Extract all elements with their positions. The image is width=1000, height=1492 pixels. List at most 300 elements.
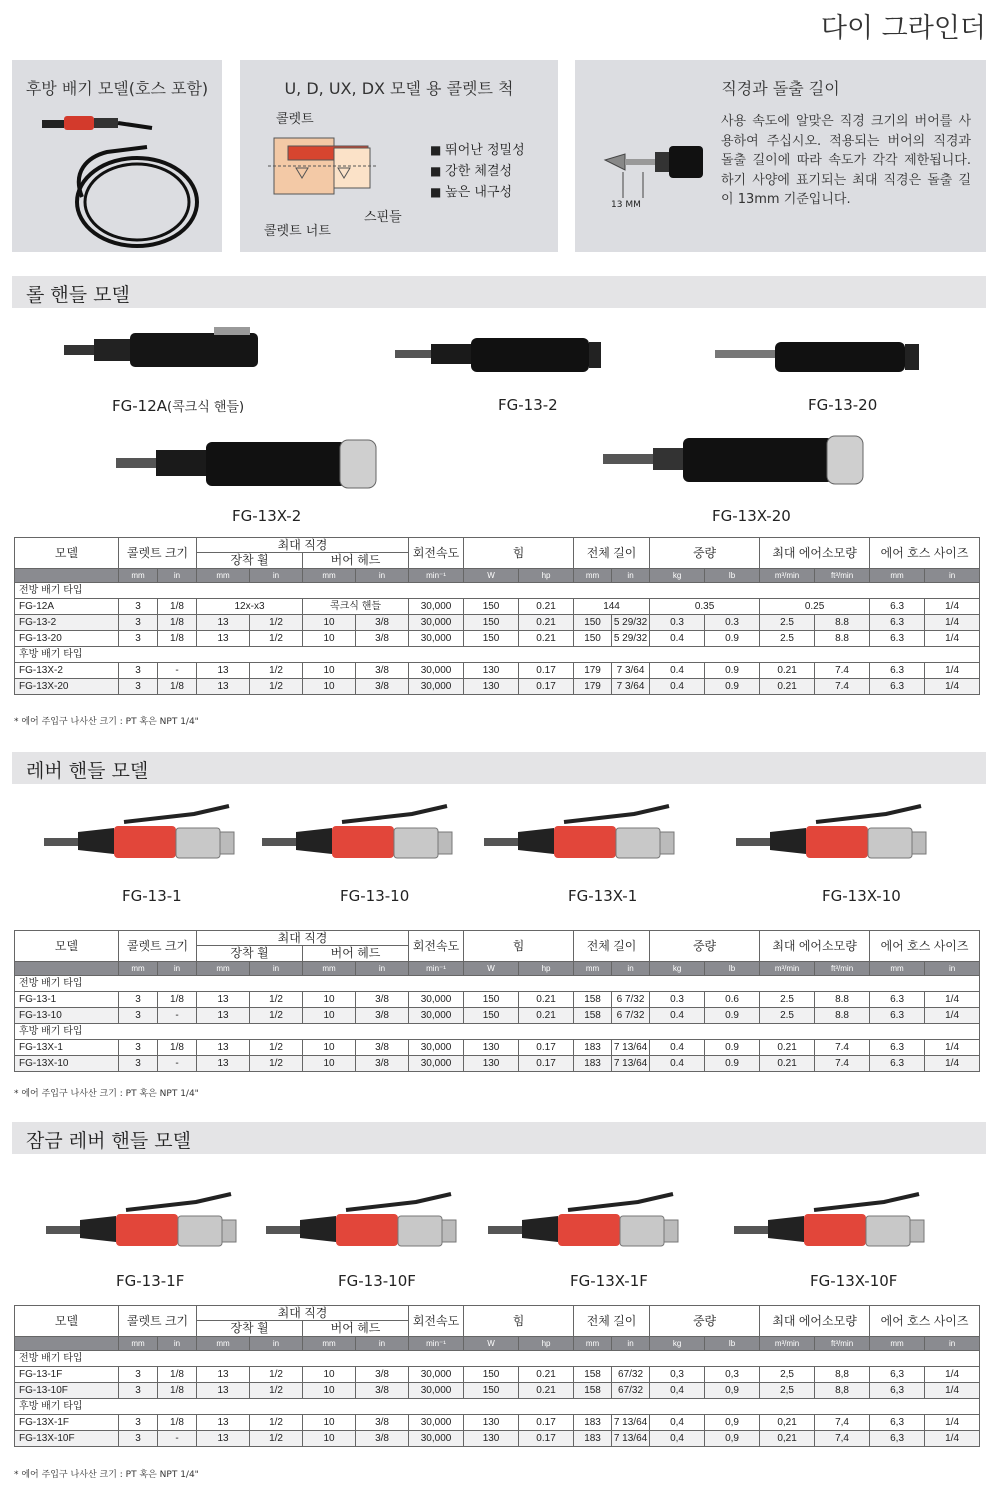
unit-cell (15, 962, 119, 976)
unit-cell: hp (519, 569, 574, 583)
table-row (15, 1415, 980, 1431)
table-cell: 30,000 (409, 615, 464, 631)
table-cell: 3/8 (356, 1415, 409, 1431)
table-cell: 10 (303, 1415, 356, 1431)
table-cell: 6.3 (870, 992, 925, 1008)
group-label: 후방 배기 타입 (15, 1024, 980, 1040)
table-cell: 1/2 (250, 679, 303, 695)
table-cell: 1/2 (250, 663, 303, 679)
table-row (15, 615, 980, 631)
table-cell: 1/4 (925, 1040, 980, 1056)
unit-cell: m³/min (760, 962, 815, 976)
table-cell: 0.4 (650, 631, 705, 647)
table-cell: 8.8 (815, 631, 870, 647)
table-cell: 0,4 (650, 1415, 705, 1431)
table-cell: 2.5 (760, 631, 815, 647)
lever-grinder-image (734, 1190, 944, 1260)
table-cell: 0.21 (760, 663, 815, 679)
table-cell: 158 (574, 992, 612, 1008)
header-speed: 회전속도 (409, 1306, 464, 1337)
table-cell: 2.5 (760, 615, 815, 631)
unit-cell (15, 1337, 119, 1351)
table-cell: 1/2 (250, 1415, 303, 1431)
page-title: 다이 그라인더 (820, 13, 986, 44)
group-label: 전방 배기 타입 (15, 1351, 980, 1367)
table-cell: 7 13/64 (612, 1040, 650, 1056)
table-cell: 1/8 (158, 1415, 197, 1431)
section-header-roll (12, 276, 986, 308)
table-cell: 150 (464, 1008, 519, 1024)
group-label: 전방 배기 타입 (15, 976, 980, 992)
table-cell: 6.3 (870, 631, 925, 647)
spec-table-lever (14, 930, 980, 1072)
table-row (15, 1383, 980, 1399)
table-cell: 0.3 (705, 615, 760, 631)
table-cell: 0.17 (519, 1056, 574, 1072)
header-power: 힘 (464, 1306, 574, 1337)
header-speed: 회전속도 (409, 931, 464, 962)
group-row (15, 976, 980, 992)
table-cell: 150 (464, 1383, 519, 1399)
table-cell: 1/4 (925, 1008, 980, 1024)
table-cell: 0.21 (519, 631, 574, 647)
product-label: FG-13X-2 (232, 507, 302, 525)
table-cell: 1/8 (158, 679, 197, 695)
table-cell: 10 (303, 1008, 356, 1024)
table-cell: 1/4 (925, 1415, 980, 1431)
table-cell: 1/2 (250, 1431, 303, 1447)
table-cell: 6,3 (870, 1415, 925, 1431)
table-cell: 13 (197, 631, 250, 647)
table-cell: 13 (197, 1383, 250, 1399)
unit-cell: in (356, 962, 409, 976)
unit-cell: mm (119, 962, 158, 976)
unit-cell: mm (197, 962, 250, 976)
table-cell: 3/8 (356, 679, 409, 695)
header-weight: 중량 (650, 538, 760, 569)
table-cell: 1/4 (925, 1431, 980, 1447)
header-max-dia: 최대 직경 (197, 1306, 409, 1321)
table-cell: 7 3/64 (612, 679, 650, 695)
table-cell: 8.8 (815, 615, 870, 631)
table-cell: 0.17 (519, 1431, 574, 1447)
table-cell: 0.4 (650, 679, 705, 695)
header-collet: 콜렛트 크기 (119, 931, 197, 962)
product-label: FG-13X-1F (570, 1272, 648, 1290)
table-cell: 6 7/32 (612, 1008, 650, 1024)
table-cell: 1/2 (250, 1008, 303, 1024)
table-cell: 30,000 (409, 1415, 464, 1431)
table-cell: 10 (303, 631, 356, 647)
table-cell: 1/4 (925, 992, 980, 1008)
table-cell: 0,21 (760, 1415, 815, 1431)
product-label: FG-13X-10F (810, 1272, 898, 1290)
table-cell: 0.21 (519, 1383, 574, 1399)
table-cell: 3 (119, 631, 158, 647)
feature-item: ■ 뛰어난 정밀성 (430, 140, 525, 161)
fg-13x-20-image (603, 430, 868, 490)
table-cell: 1/8 (158, 1367, 197, 1383)
table-cell: 1/8 (158, 615, 197, 631)
product-label: FG-13-10 (340, 887, 410, 905)
unit-cell: W (464, 1337, 519, 1351)
table-cell: 30,000 (409, 1008, 464, 1024)
group-row (15, 647, 980, 663)
table-cell: 1/8 (158, 1383, 197, 1399)
table-cell: 7,4 (815, 1431, 870, 1447)
table-cell: 30,000 (409, 679, 464, 695)
table-cell: 1/4 (925, 663, 980, 679)
table-cell: 3 (119, 679, 158, 695)
table-cell: - (158, 1056, 197, 1072)
table-cell: 7 3/64 (612, 663, 650, 679)
table-cell: 0.21 (519, 599, 574, 615)
table-cell: 0.9 (705, 1040, 760, 1056)
header-model: 모델 (15, 1306, 119, 1337)
product-label: FG-13X-1 (568, 887, 638, 905)
table-cell: 0.6 (705, 992, 760, 1008)
table-cell: 0.9 (705, 679, 760, 695)
unit-cell: min⁻¹ (409, 962, 464, 976)
table-cell: 0.21 (760, 1056, 815, 1072)
table-cell: 130 (464, 663, 519, 679)
header-burr: 버어 헤드 (303, 553, 409, 569)
table-cell: 6.3 (870, 1056, 925, 1072)
table-cell: 158 (574, 1367, 612, 1383)
lever-grinder-image (46, 1190, 246, 1260)
model-cell: FG-13X-10F (15, 1431, 119, 1447)
unit-cell: in (158, 569, 197, 583)
table-cell: 6 7/32 (612, 992, 650, 1008)
table-cell: 0.21 (519, 992, 574, 1008)
unit-cell: in (925, 569, 980, 583)
table-cell: 3 (119, 1040, 158, 1056)
table-cell: 1/8 (158, 599, 197, 615)
header-power: 힘 (464, 931, 574, 962)
header-row (15, 538, 980, 553)
header-weight: 중량 (650, 931, 760, 962)
footnote: * 에어 주입구 나사산 크기 : PT 혹은 NPT 1/4" (14, 1089, 199, 1099)
table-cell: 3 (119, 1367, 158, 1383)
product-label: FG-13-1F (116, 1272, 185, 1290)
rear-exhaust-title: 후방 배기 모델(호스 포함) (25, 79, 209, 98)
unit-cell: lb (705, 1337, 760, 1351)
diameter-box (575, 60, 986, 252)
table-cell: 13 (197, 679, 250, 695)
table-cell: 7.4 (815, 1040, 870, 1056)
table-cell: 0,4 (650, 1383, 705, 1399)
table-cell: 0.21 (519, 1367, 574, 1383)
table-cell: 0.9 (705, 631, 760, 647)
diameter-title: 직경과 돌출 길이 (721, 79, 840, 98)
unit-cell: mm (303, 962, 356, 976)
table-row (15, 1431, 980, 1447)
table-cell: 179 (574, 679, 612, 695)
header-shank: 장착 휠 (197, 1321, 303, 1337)
unit-cell: in (158, 1337, 197, 1351)
table-cell: 30,000 (409, 992, 464, 1008)
table-cell: 1/2 (250, 615, 303, 631)
table-cell: 30,000 (409, 1040, 464, 1056)
unit-cell: kg (650, 569, 705, 583)
model-cell: FG-13-10 (15, 1008, 119, 1024)
table-cell: 7 13/64 (612, 1056, 650, 1072)
table-cell: 1/4 (925, 1367, 980, 1383)
model-cell: FG-13X-20 (15, 679, 119, 695)
table-cell: 0,9 (705, 1431, 760, 1447)
fg-12a-image (64, 325, 264, 375)
unit-cell: ft³/min (815, 569, 870, 583)
table-cell: 12x-x3 (197, 599, 303, 615)
model-cell: FG-13-1F (15, 1367, 119, 1383)
section-title: 레버 핸들 모델 (26, 760, 149, 782)
model-cell: FG-13X-10 (15, 1056, 119, 1072)
unit-cell: mm (197, 1337, 250, 1351)
unit-cell: in (612, 962, 650, 976)
header-max-dia: 최대 직경 (197, 931, 409, 946)
table-cell: 0.4 (650, 1008, 705, 1024)
table-cell: 0.3 (650, 992, 705, 1008)
table-cell: 150 (464, 992, 519, 1008)
unit-cell: ft³/min (815, 962, 870, 976)
table-cell: 150 (464, 631, 519, 647)
header-burr: 버어 헤드 (303, 1321, 409, 1337)
table-cell: 0.21 (760, 1040, 815, 1056)
table-cell: 6,3 (870, 1383, 925, 1399)
header-length: 전체 길이 (574, 538, 650, 569)
table-cell: 13 (197, 1431, 250, 1447)
table-cell: 콕크식 핸들 (303, 599, 409, 615)
section-title: 롤 핸들 모델 (26, 284, 130, 306)
table-row (15, 1040, 980, 1056)
unit-cell: hp (519, 1337, 574, 1351)
header-collet: 콜렛트 크기 (119, 1306, 197, 1337)
table-row (15, 599, 980, 615)
table-row (15, 663, 980, 679)
unit-cell: min⁻¹ (409, 1337, 464, 1351)
model-cell: FG-13-10F (15, 1383, 119, 1399)
footnote: * 에어 주입구 나사산 크기 : PT 혹은 NPT 1/4" (14, 1470, 199, 1480)
table-cell: 10 (303, 1383, 356, 1399)
unit-cell: W (464, 962, 519, 976)
table-cell: 150 (574, 615, 612, 631)
model-cell: FG-13-2 (15, 615, 119, 631)
header-length: 전체 길이 (574, 931, 650, 962)
header-air: 최대 에어소모량 (760, 538, 870, 569)
header-weight: 중량 (650, 1306, 760, 1337)
spindle-label: 스핀들 (364, 210, 402, 225)
table-cell: 0.17 (519, 1040, 574, 1056)
table-cell: 0,21 (760, 1431, 815, 1447)
fg-13-2-image (395, 330, 605, 380)
table-cell: 3 (119, 1383, 158, 1399)
table-cell: 130 (464, 1040, 519, 1056)
header-power: 힘 (464, 538, 574, 569)
lever-grinder-image (262, 802, 462, 872)
table-cell: 150 (464, 599, 519, 615)
collet-title: U, D, UX, DX 모델 용 콜렛트 척 (284, 79, 514, 98)
header-model: 모델 (15, 538, 119, 569)
table-cell: 13 (197, 1367, 250, 1383)
model-cell: FG-13-1 (15, 992, 119, 1008)
table-cell: 0.25 (760, 599, 870, 615)
table-cell: 130 (464, 1415, 519, 1431)
table-cell: 1/4 (925, 1056, 980, 1072)
table-cell: 0.21 (519, 615, 574, 631)
table-cell: 13 (197, 1056, 250, 1072)
unit-cell: in (925, 1337, 980, 1351)
unit-cell: mm (574, 569, 612, 583)
table-cell: - (158, 1431, 197, 1447)
table-cell: 150 (464, 615, 519, 631)
table-cell: 30,000 (409, 1383, 464, 1399)
table-cell: 5 29/32 (612, 631, 650, 647)
table-cell: 0.4 (650, 663, 705, 679)
collet-label: 콜렛트 (276, 112, 314, 127)
table-cell: 3 (119, 663, 158, 679)
table-cell: 7 13/64 (612, 1415, 650, 1431)
footnote: * 에어 주입구 나사산 크기 : PT 혹은 NPT 1/4" (14, 717, 199, 727)
table-cell: 3/8 (356, 1056, 409, 1072)
table-cell: 6.3 (870, 1008, 925, 1024)
table-cell: 10 (303, 992, 356, 1008)
table-cell: 3/8 (356, 1431, 409, 1447)
header-burr: 버어 헤드 (303, 946, 409, 962)
group-row (15, 1351, 980, 1367)
table-cell: 0,9 (705, 1415, 760, 1431)
unit-cell: ft³/min (815, 1337, 870, 1351)
collet-diagram (268, 128, 378, 208)
table-cell: 0,9 (705, 1383, 760, 1399)
table-cell: 13 (197, 992, 250, 1008)
header-air: 최대 에어소모량 (760, 1306, 870, 1337)
table-row (15, 1008, 980, 1024)
group-row (15, 1399, 980, 1415)
header-shank: 장착 휠 (197, 946, 303, 962)
table-cell: 0,3 (650, 1367, 705, 1383)
table-cell: 7.4 (815, 1056, 870, 1072)
table-cell: 3 (119, 992, 158, 1008)
header-row (15, 931, 980, 946)
table-cell: 6,3 (870, 1431, 925, 1447)
table-cell: 1/4 (925, 631, 980, 647)
table-cell: 3/8 (356, 1367, 409, 1383)
units-row (15, 1337, 980, 1351)
table-cell: 3/8 (356, 631, 409, 647)
unit-cell: mm (870, 962, 925, 976)
diameter-text: 사용 속도에 알맞은 직경 크기의 버어를 사용하여 주십시오. 적용되는 버어의 직경과 돌출 길이에 따라 속도가 각각 제한됩니다. 하기 사양에 표기되는 최대 직경은 돌출 길이 13mm 기준입니다. (721, 114, 971, 207)
table-cell: 183 (574, 1040, 612, 1056)
unit-cell: in (250, 962, 303, 976)
unit-cell: mm (574, 962, 612, 976)
table-cell: 6.3 (870, 615, 925, 631)
table-cell: 3 (119, 1008, 158, 1024)
lever-grinder-image (266, 1190, 466, 1260)
header-length: 전체 길이 (574, 1306, 650, 1337)
table-cell: 2.5 (760, 992, 815, 1008)
table-cell: 1/2 (250, 1056, 303, 1072)
lever-grinder-image (44, 802, 244, 872)
table-cell: 130 (464, 1431, 519, 1447)
collet-box (240, 60, 558, 252)
table-cell: 5 29/32 (612, 615, 650, 631)
header-hose: 에어 호스 사이즈 (870, 931, 980, 962)
table-cell: 183 (574, 1056, 612, 1072)
table-cell: 150 (464, 1367, 519, 1383)
table-cell: 158 (574, 1383, 612, 1399)
unit-cell: mm (870, 1337, 925, 1351)
table-cell: 2,5 (760, 1367, 815, 1383)
model-cell: FG-13X-2 (15, 663, 119, 679)
fg-13-20-image (715, 332, 925, 382)
table-cell: 6,3 (870, 1367, 925, 1383)
group-row (15, 583, 980, 599)
unit-cell: kg (650, 1337, 705, 1351)
table-cell: 0.9 (705, 1056, 760, 1072)
table-cell: 10 (303, 1056, 356, 1072)
table-cell: - (158, 663, 197, 679)
table-cell: 10 (303, 679, 356, 695)
model-cell: FG-13X-1F (15, 1415, 119, 1431)
table-cell: 10 (303, 615, 356, 631)
table-cell: 13 (197, 1040, 250, 1056)
header-speed: 회전속도 (409, 538, 464, 569)
unit-cell: in (356, 1337, 409, 1351)
table-cell: 1/2 (250, 992, 303, 1008)
table-cell: 158 (574, 1008, 612, 1024)
table-cell: 13 (197, 615, 250, 631)
table-cell: 10 (303, 1040, 356, 1056)
table-cell: 7.4 (815, 679, 870, 695)
table-cell: 1/4 (925, 679, 980, 695)
header-air: 최대 에어소모량 (760, 931, 870, 962)
table-cell: 10 (303, 663, 356, 679)
table-cell: 7 13/64 (612, 1431, 650, 1447)
header-max-dia: 최대 직경 (197, 538, 409, 553)
table-cell: 1/4 (925, 615, 980, 631)
table-cell: 6.3 (870, 599, 925, 615)
table-cell: 1/2 (250, 1367, 303, 1383)
section-header-lever (12, 752, 986, 784)
table-row (15, 679, 980, 695)
hose-grinder-image (12, 102, 222, 252)
unit-cell: mm (303, 569, 356, 583)
product-label: FG-13-1 (122, 887, 182, 905)
lever-grinder-image (736, 802, 946, 872)
unit-cell: lb (705, 962, 760, 976)
unit-cell: m³/min (760, 1337, 815, 1351)
table-cell: 1/4 (925, 1383, 980, 1399)
table-cell: 10 (303, 1367, 356, 1383)
table-cell: 30,000 (409, 1367, 464, 1383)
table-cell: 1/2 (250, 1040, 303, 1056)
unit-cell: mm (870, 569, 925, 583)
spec-table-lock-lever (14, 1305, 980, 1447)
table-cell: 3/8 (356, 663, 409, 679)
collet-nut-label: 콜렛트 너트 (264, 224, 331, 239)
table-cell: 1/8 (158, 631, 197, 647)
table-cell: 6.3 (870, 679, 925, 695)
table-cell: 183 (574, 1431, 612, 1447)
table-cell: 3 (119, 1415, 158, 1431)
section-header-lock-lever (12, 1122, 986, 1154)
burr-tool-image (585, 138, 725, 218)
table-cell: 0.4 (650, 1040, 705, 1056)
table-cell: 3 (119, 615, 158, 631)
table-cell: 8.8 (815, 1008, 870, 1024)
table-cell: 10 (303, 1431, 356, 1447)
table-cell: 0.35 (650, 599, 760, 615)
